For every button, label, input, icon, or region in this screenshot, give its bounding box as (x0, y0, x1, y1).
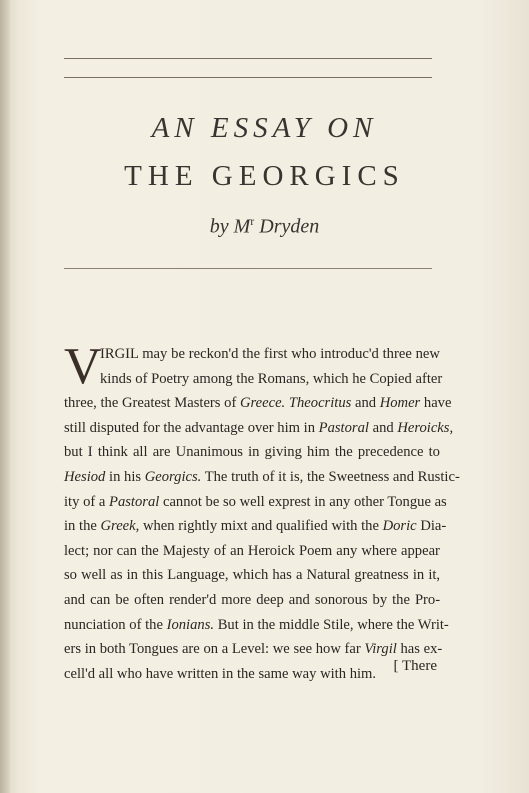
title-line-1: AN ESSAY ON (151, 112, 378, 144)
title-line-2: THE GEORGICS (124, 160, 405, 192)
body-line: still disputed for the advantage over him in Pastoral and Heroicks, (64, 419, 454, 436)
body-line: cell'd all who have written in the same way with him. (64, 665, 377, 682)
second-rule (64, 77, 432, 78)
body-line: ers in both Tongues are on a Level: we see how far Virgil has ex- (64, 641, 443, 658)
body-line: in the Greek, when rightly mixt and qualified with the Doric Dia- (64, 518, 447, 535)
byline-superscript: r (250, 214, 255, 228)
body-line: and can be often render'd more deep and sonorous by the Pro- (64, 591, 441, 608)
top-rule (64, 58, 432, 59)
body-line: lect; nor can the Majesty of an Heroick Poem any where appear (64, 542, 440, 559)
byline-prefix: by M (209, 215, 251, 238)
body-line: ity of a Pastoral cannot be so well exprest in any other Tongue as (64, 493, 447, 510)
catchword: [ There (393, 658, 437, 674)
drop-cap: V (64, 338, 102, 395)
byline (0, 214, 529, 239)
body-line: three, the Greatest Masters of Greece. Theocritus and Homer have (64, 395, 452, 412)
byline-name: Dryden (259, 215, 320, 238)
body-line: kinds of Poetry among the Romans, which he Copied after (100, 370, 443, 387)
body-line: IRGIL may be reckon'd the first who introduc'd three new (100, 346, 440, 362)
essay-body (64, 338, 460, 686)
body-line: so well as in this Language, which has a Natural greatness in it, (64, 567, 441, 584)
section-rule (64, 268, 432, 269)
body-line: Hesiod in his Georgics. The truth of it is, the Sweetness and Rustic- (64, 468, 460, 485)
body-line: but I think all are Unanimous in giving him the precedence to (64, 444, 440, 461)
body-line: nunciation of the Ionians. But in the middle Stile, where the Writ- (64, 616, 449, 633)
